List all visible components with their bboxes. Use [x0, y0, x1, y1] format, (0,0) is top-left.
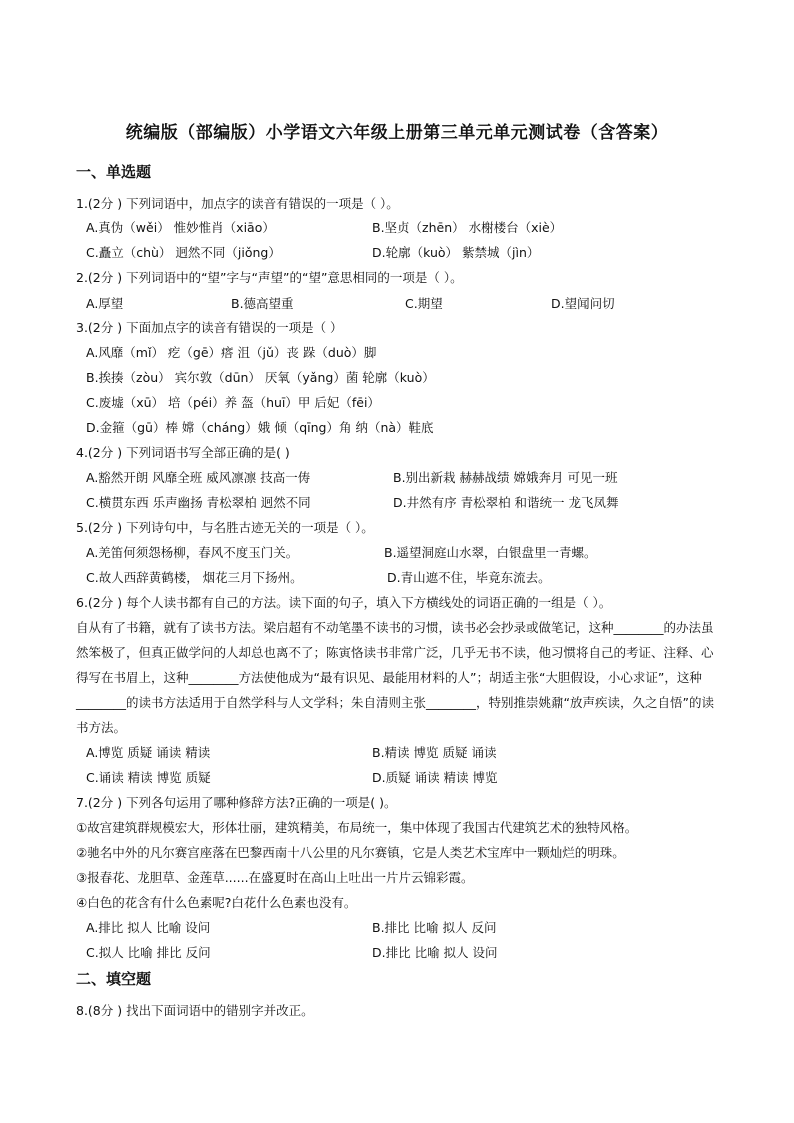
question-2-stem: 2.(2分 ) 下列词语中的“望”字与“声望”的“望”意思相同的一项是（ ）。 — [76, 270, 463, 285]
question-7-option-d: D.排比 比喻 拟人 设问 — [372, 945, 498, 960]
question-6-option-b: B.精读 博览 质疑 诵读 — [372, 745, 497, 760]
question-1-option-b: B.坚贞（zhēn） 水榭楼台（xiè） — [372, 220, 563, 235]
question-4-option-c: C.横贯东西 乐声幽扬 青松翠柏 迥然不同 — [86, 495, 311, 510]
question-3-stem: 3.(2分 ) 下面加点字的读音有错误的一项是（ ） — [76, 320, 343, 335]
question-3-option-d: D.金箍（gū）棒 嫦（cháng）娥 倾（qīng）角 纳（nà）鞋底 — [86, 420, 434, 435]
question-2-option-b: B.德高望重 — [231, 296, 294, 311]
section-heading-fill-in: 二、填空题 — [76, 970, 152, 988]
question-4-stem: 4.(2分 ) 下列词语书写全部正确的是( ) — [76, 445, 290, 460]
question-5-option-b: B.遥望洞庭山水翠，白银盘里一青螺。 — [384, 545, 597, 560]
question-7-stem: 7.(2分 ) 下列各句运用了哪种修辞方法?正确的一项是( )。 — [76, 795, 397, 810]
question-1-option-c: C.矗立（chù） 迥然不同（jiǒng） — [86, 245, 281, 260]
question-7-option-a: A.排比 拟人 比喻 设问 — [86, 920, 211, 935]
question-1-option-d: D.轮廓（kuò） 紫禁城（jìn） — [372, 245, 540, 260]
question-8-stem: 8.(8分 ) 找出下面词语中的错别字并改正。 — [76, 1003, 314, 1018]
question-3-option-c: C.废墟（xū） 培（péi）养 盔（huī）甲 后妃（fēi） — [86, 395, 380, 410]
question-3-option-b: B.挨揍（zòu） 宾尔敦（dūn） 厌氧（yǎng）菌 轮廓（kuò） — [86, 370, 435, 385]
question-7-option-b: B.排比 比喻 拟人 反问 — [372, 920, 497, 935]
question-7-option-c: C.拟人 比喻 排比 反问 — [86, 945, 211, 960]
question-5-option-c: C.故人西辞黄鹤楼， 烟花三月下扬州。 — [86, 570, 303, 585]
question-6-stem: 6.(2分 ) 每个人读书都有自己的方法。读下面的句子，填入下方横线处的词语正确的一组是（ ）。 — [76, 595, 612, 610]
question-2-option-d: D.望闻问切 — [551, 296, 615, 311]
section-heading-single-choice: 一、单选题 — [76, 163, 152, 181]
question-6-option-a: A.博览 质疑 诵读 精读 — [86, 745, 211, 760]
question-5-option-d: D.青山遮不住，毕竟东流去。 — [387, 570, 551, 585]
question-5-stem: 5.(2分 ) 下列诗句中，与名胜古迹无关的一项是（ ）。 — [76, 520, 374, 535]
question-3-option-a: A.风靡（mǐ） 疙（gē）瘩 沮（jǔ）丧 跺（duò）脚 — [86, 345, 377, 360]
question-6-option-d: D.质疑 诵读 精读 博览 — [372, 770, 498, 785]
question-4-option-d: D.井然有序 青松翠柏 和谐统一 龙飞凤舞 — [393, 495, 619, 510]
page-title: 统编版（部编版）小学语文六年级上册第三单元单元测试卷（含答案） — [125, 123, 669, 143]
question-7-sentence-4: ④白色的花含有什么色素呢?白花什么色素也没有。 — [76, 895, 357, 910]
question-6-option-c: C.诵读 精读 博览 质疑 — [86, 770, 211, 785]
question-7-sentence-2: ②驰名中外的凡尔赛宫座落在巴黎西南十八公里的凡尔赛镇，它是人类艺术宝库中一颗灿烂的明珠。 — [76, 845, 625, 860]
question-4-option-b: B.别出新栽 赫赫战绩 嫦娥奔月 可见一班 — [393, 470, 618, 485]
question-4-option-a: A.豁然开朗 风靡全班 威风凛凛 技高一俦 — [86, 470, 311, 485]
question-2-option-c: C.期望 — [405, 296, 443, 311]
question-1-stem: 1.(2分 ) 下列词语中，加点字的读音有错误的一项是（ ）。 — [76, 196, 399, 211]
question-6-passage: 自从有了书籍，就有了读书方法。梁启超有不动笔墨不读书的习惯，读书必会抄录或做笔记，这种________的办法虽然笨极了，但真正做学问的人却总也离不了；陈寅恪读书非常广泛，几乎无书不读，他习惯将自己的考证、注释、心得写在书眉上，这种________方法使他成为“最有识见、最能用材料的人”；胡适主张“大胆假设，小心求证”，这种________的读书方法适用于自然学科与人文学科；朱自清则主张________，特别推崇姚鼐“放声疾读，久之自悟”的读书方法。 — [76, 620, 714, 735]
question-7-sentence-3: ③报春花、龙胆草、金莲草......在盛夏时在高山上吐出一片片云锦彩霞。 — [76, 870, 474, 885]
question-7-sentence-1: ①故宫建筑群规模宏大，形体壮丽，建筑精美，布局统一，集中体现了我国古代建筑艺术的独特风格。 — [76, 820, 638, 835]
question-5-option-a: A.羌笛何须怨杨柳，春风不度玉门关。 — [86, 545, 299, 560]
question-2-option-a: A.厚望 — [86, 296, 124, 311]
question-1-option-a: A.真伪（wěi） 惟妙惟肖（xiāo） — [86, 220, 275, 235]
